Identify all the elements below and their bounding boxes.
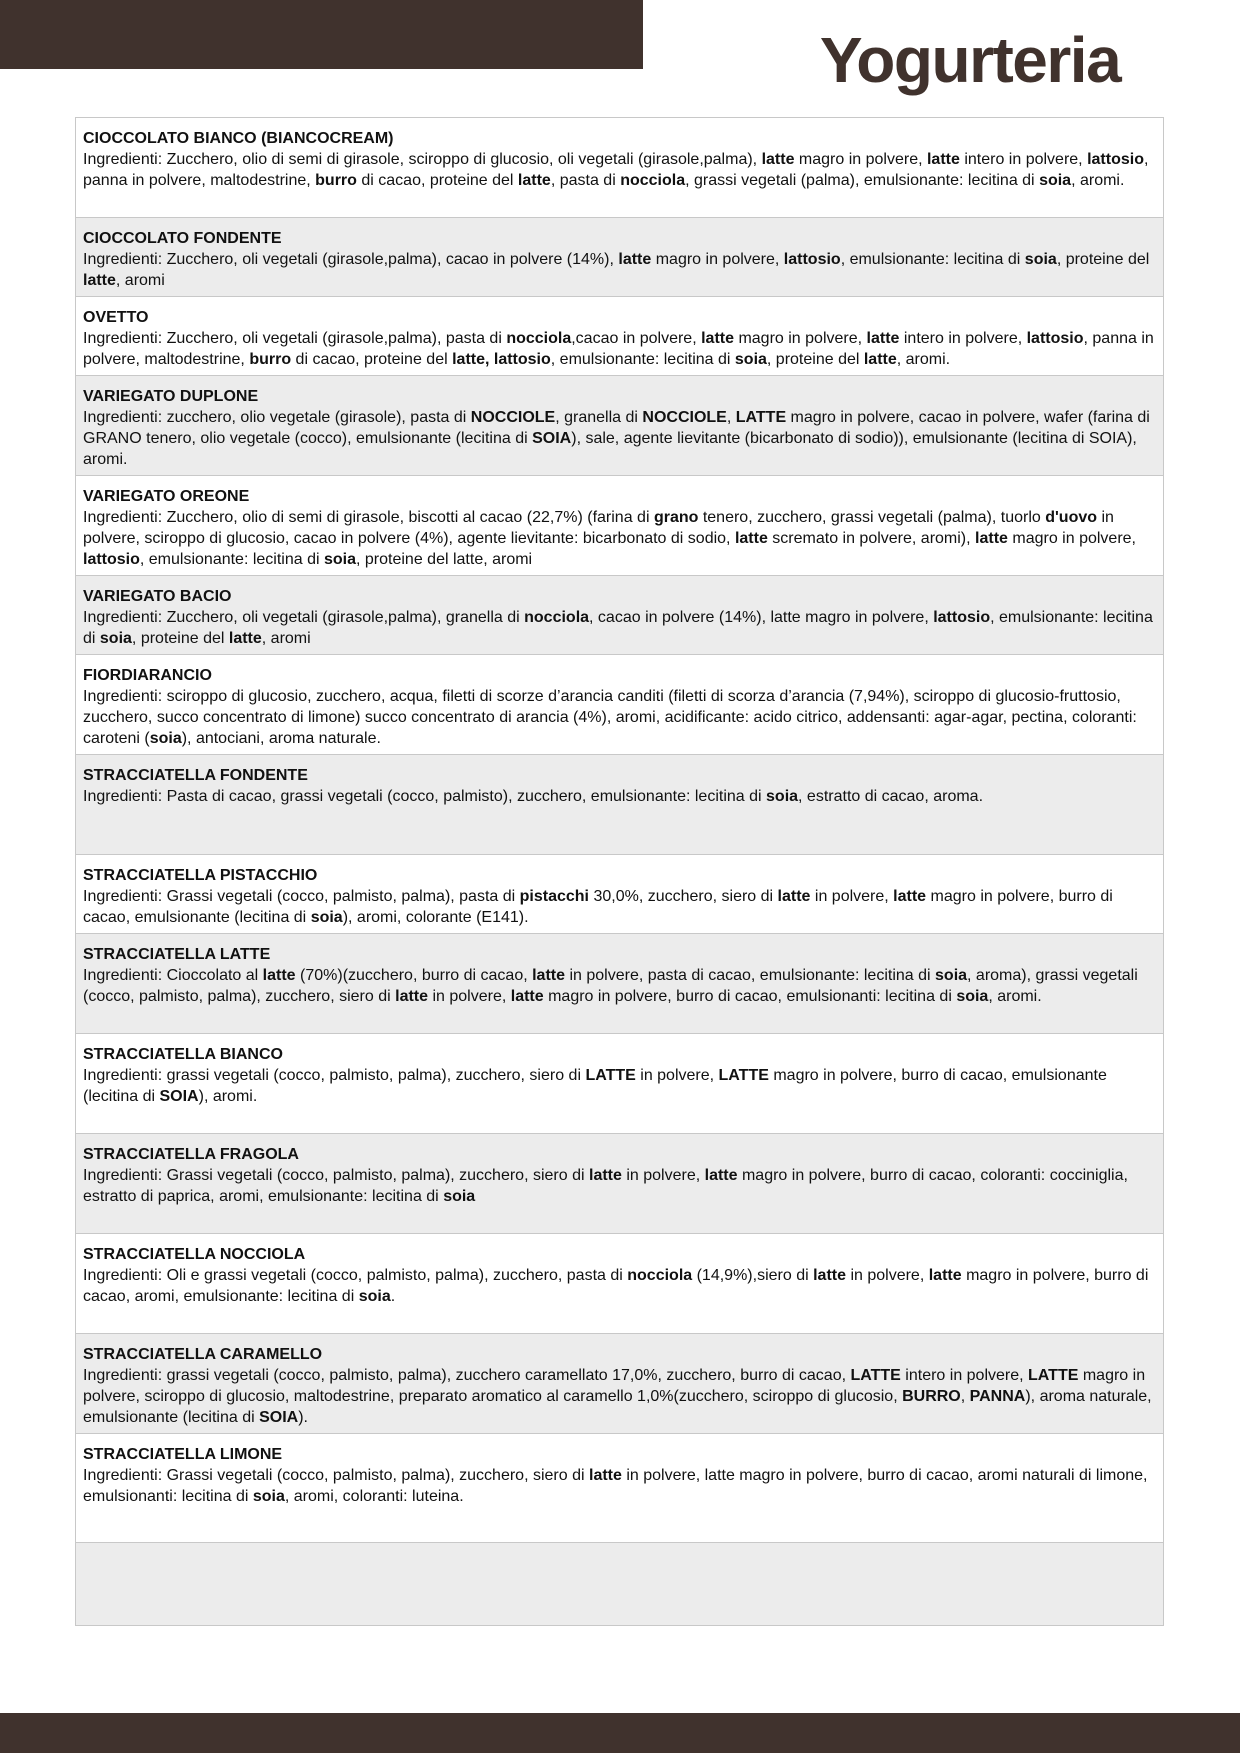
header-bar <box>0 0 643 69</box>
ingredients-table <box>75 117 1164 1626</box>
ingredients-prefix: Ingredienti: <box>83 330 167 347</box>
ingredients-prefix: Ingredienti: <box>83 1467 167 1484</box>
ingredient-segment: in polvere, <box>810 888 894 905</box>
ingredient-segment: , cacao in polvere (14%), latte magro in polvere, <box>589 609 934 626</box>
ingredients-prefix: Ingredienti: <box>83 1167 167 1184</box>
allergen: soia <box>935 967 968 984</box>
ingredient-segment: , pasta di <box>550 172 621 189</box>
allergen: latte <box>926 151 960 168</box>
allergen: latte, lattosio <box>452 351 551 368</box>
flavor-name: STRACCIATELLA NOCCIOLA <box>83 1246 306 1263</box>
ingredient-segment: , emulsionante: lecitina di <box>550 351 735 368</box>
flavor-name: STRACCIATELLA PISTACCHIO <box>83 867 318 884</box>
ingredient-segment: in polvere, <box>621 1167 705 1184</box>
ingredients-text <box>83 1365 1155 1428</box>
ingredient-segment: magro in polvere, <box>734 330 867 347</box>
ingredients-prefix: Ingredienti: <box>83 1267 167 1284</box>
ingredient-segment: , emulsionante: lecitina di <box>840 251 1025 268</box>
allergen: soia <box>734 351 767 368</box>
allergen: LATTE <box>585 1067 636 1084</box>
allergen: lattosio <box>83 551 140 568</box>
ingredients-prefix: Ingredienti: <box>83 688 167 705</box>
ingredient-row <box>76 476 1163 576</box>
allergen: SOIA <box>159 1088 199 1105</box>
ingredient-segment: Zucchero, olio di semi di girasole, biscotti al cacao (22,7%) (farina di <box>166 509 654 526</box>
flavor-name: STRACCIATELLA LIMONE <box>83 1446 283 1463</box>
allergen: SOIA <box>259 1409 299 1426</box>
flavor-name: VARIEGATO BACIO <box>83 588 232 605</box>
ingredient-segment: , aromi. <box>896 351 951 368</box>
flavor-name: STRACCIATELLA BIANCO <box>83 1046 283 1063</box>
flavor-name: STRACCIATELLA LATTE <box>83 946 271 963</box>
ingredients-text <box>83 1065 1155 1107</box>
ingredients-text <box>83 886 1155 928</box>
allergen: burro <box>249 351 292 368</box>
allergen: latte <box>761 151 795 168</box>
ingredient-segment: , <box>726 409 736 426</box>
allergen: latte <box>734 530 768 547</box>
ingredients-prefix: Ingredienti: <box>83 609 167 626</box>
allergen: SOIA <box>532 430 572 447</box>
allergen: lattosio <box>1026 330 1084 347</box>
ingredient-segment: tenero, zucchero, grassi vegetali (palma), tuorlo <box>698 509 1046 526</box>
ingredient-segment: magro in polvere, burro di cacao, coloranti: cocciniglia, estratto di paprica, aromi, emulsionante: lecitina di <box>83 1167 1128 1205</box>
ingredient-segment: , aromi <box>115 272 165 289</box>
ingredient-segment: di cacao, proteine del <box>356 172 518 189</box>
ingredient-segment: ). <box>298 1409 308 1426</box>
flavor-name: STRACCIATELLA CARAMELLO <box>83 1346 323 1363</box>
ingredient-segment: magro in polvere, <box>651 251 784 268</box>
allergen: soia <box>324 551 357 568</box>
ingredient-segment: intero in polvere, <box>959 151 1088 168</box>
ingredient-segment: , proteine del <box>1056 251 1150 268</box>
ingredient-row <box>76 1134 1163 1234</box>
allergen: nocciola <box>620 172 686 189</box>
allergen: d'uovo <box>1045 509 1098 526</box>
ingredients-prefix: Ingredienti: <box>83 151 167 168</box>
flavor-name: STRACCIATELLA FRAGOLA <box>83 1146 299 1163</box>
page-title: Yogurteria <box>819 24 1121 96</box>
ingredient-row <box>76 118 1163 218</box>
ingredient-segment: . <box>390 1288 396 1305</box>
allergen: soia <box>99 630 132 647</box>
ingredient-segment: 30,0%, zucchero, siero di <box>589 888 778 905</box>
allergen: pistacchi <box>519 888 589 905</box>
ingredient-segment: Grassi vegetali (cocco, palmisto, palma), zucchero, siero di <box>166 1467 589 1484</box>
ingredient-segment: in polvere, <box>428 988 511 1005</box>
allergen: soia <box>252 1488 285 1505</box>
ingredient-segment: in polvere, sciroppo di glucosio, cacao in polvere (4%), agente lievitante: bicarbonato di sodio, <box>83 509 1114 547</box>
allergen: LATTE <box>1028 1367 1079 1384</box>
allergen: burro <box>315 172 357 189</box>
ingredient-segment: in polvere, pasta di cacao, emulsionante: lecitina di <box>565 967 936 984</box>
allergen: nocciola <box>627 1267 693 1284</box>
ingredient-segment: , grassi vegetali (palma), emulsionante: lecitina di <box>685 172 1040 189</box>
ingredient-row <box>76 1434 1163 1543</box>
allergen: latte <box>893 888 927 905</box>
ingredients-text <box>83 249 1155 291</box>
ingredients-text <box>83 686 1155 749</box>
ingredient-segment: Zucchero, olio di semi di girasole, sciroppo di glucosio, oli vegetali (girasole,palma), <box>166 151 762 168</box>
allergen: soia <box>956 988 989 1005</box>
flavor-name: STRACCIATELLA FONDENTE <box>83 767 308 784</box>
allergen: nocciola <box>506 330 572 347</box>
ingredient-row <box>76 297 1163 376</box>
allergen: latte <box>510 988 544 1005</box>
ingredient-segment: , panna in polvere, maltodestrine, <box>83 151 1149 189</box>
ingredient-row <box>76 1334 1163 1434</box>
allergen: grano <box>653 509 699 526</box>
ingredient-segment: ), aromi. <box>198 1088 258 1105</box>
ingredient-segment: magro in polvere, cacao in polvere, wafer (farina di GRANO tenero, olio vegetale (cocco), emulsionante (lecitina di <box>83 409 1150 447</box>
ingredients-prefix: Ingredienti: <box>83 1067 167 1084</box>
ingredient-segment: , granella di <box>555 409 643 426</box>
flavor-name: CIOCCOLATO FONDENTE <box>83 230 282 247</box>
ingredient-segment: , emulsionante: lecitina di <box>139 551 324 568</box>
ingredient-segment: magro in polvere, burro di cacao, aromi, emulsionante: lecitina di <box>83 1267 1149 1305</box>
ingredient-row <box>76 1234 1163 1334</box>
ingredient-segment: magro in polvere, sciroppo di glucosio, maltodestrine, preparato aromatico al caramello 1,0%(zucchero, sciroppo di glucosio, <box>83 1367 1146 1405</box>
ingredient-segment: intero in polvere, <box>899 330 1027 347</box>
ingredient-segment: in polvere, latte magro in polvere, burro di cacao, aromi naturali di limone, emulsionanti: lecitina di <box>83 1467 1148 1505</box>
ingredient-row <box>76 376 1163 476</box>
ingredient-segment: Zucchero, oli vegetali (girasole,palma), pasta di <box>166 330 507 347</box>
ingredient-segment: , proteine del <box>766 351 864 368</box>
allergen: latte <box>262 967 296 984</box>
allergen: soia <box>1039 172 1072 189</box>
ingredient-segment: Grassi vegetali (cocco, palmisto, palma), pasta di <box>166 888 520 905</box>
allergen: latte <box>618 251 652 268</box>
empty-row <box>76 1543 1163 1625</box>
allergen: latte <box>589 1467 622 1484</box>
ingredient-segment: (70%)(zucchero, burro di cacao, <box>295 967 533 984</box>
ingredients-text <box>83 786 1155 807</box>
ingredient-segment: Cioccolato al <box>166 967 263 984</box>
allergen: latte <box>589 1167 622 1184</box>
ingredient-segment: Pasta di cacao, grassi vegetali (cocco, palmisto), zucchero, emulsionante: lecitina di <box>166 788 767 805</box>
ingredient-segment: , aromi. <box>1071 172 1125 189</box>
ingredient-segment: ), aromi, colorante (E141). <box>342 909 529 926</box>
allergen: PANNA <box>969 1388 1026 1405</box>
ingredient-row <box>76 755 1163 855</box>
ingredient-segment: , <box>960 1388 970 1405</box>
ingredients-prefix: Ingredienti: <box>83 409 167 426</box>
ingredient-segment: , aromi <box>261 630 311 647</box>
ingredient-segment: sciroppo di glucosio, zucchero, acqua, filetti di scorze d’arancia canditi (filetti di scorza d’arancia (7,94%), sciroppo di glucosio-fruttosio, zucchero, succo concentrato di limone) succo concentrato di arancia (4%), aromi, acidificante: acido citrico, addensanti: agar-agar, pectina, coloranti: caroteni ( <box>83 688 1137 747</box>
ingredients-prefix: Ingredienti: <box>83 788 167 805</box>
allergen: latte <box>701 330 734 347</box>
ingredients-text <box>83 507 1155 570</box>
ingredient-segment: magro in polvere, burro di cacao, emulsionante (lecitina di <box>83 1067 1107 1105</box>
ingredient-segment: , aroma), grassi vegetali (cocco, palmisto, palma), zucchero, siero di <box>83 967 1138 1005</box>
ingredients-prefix: Ingredienti: <box>83 1367 167 1384</box>
ingredients-prefix: Ingredienti: <box>83 967 167 984</box>
flavor-name: VARIEGATO OREONE <box>83 488 250 505</box>
allergen: latte <box>395 988 429 1005</box>
ingredients-text <box>83 1465 1155 1507</box>
ingredient-segment: , aromi, coloranti: luteina. <box>284 1488 464 1505</box>
ingredient-segment: , emulsionante: lecitina di <box>83 609 1153 647</box>
ingredient-segment: ), aroma naturale, emulsionante (lecitina di <box>83 1388 1152 1426</box>
flavor-name: CIOCCOLATO BIANCO (BIANCOCREAM) <box>83 130 394 147</box>
ingredients-prefix: Ingredienti: <box>83 888 167 905</box>
allergen: latte <box>532 967 566 984</box>
allergen: latte <box>83 272 116 289</box>
allergen: latte <box>863 351 897 368</box>
allergen: soia <box>766 788 799 805</box>
ingredient-segment: in polvere, <box>635 1067 719 1084</box>
ingredient-row <box>76 934 1163 1034</box>
allergen: latte <box>517 172 551 189</box>
flavor-name: VARIEGATO DUPLONE <box>83 388 259 405</box>
flavor-name: OVETTO <box>83 309 149 326</box>
ingredient-segment: scremato in polvere, aromi), <box>767 530 976 547</box>
ingredient-segment: di cacao, proteine del <box>291 351 453 368</box>
flavor-name: FIORDIARANCIO <box>83 667 212 684</box>
ingredient-segment: , aromi. <box>988 988 1042 1005</box>
ingredient-segment: , proteine del <box>131 630 229 647</box>
allergen: lattosio <box>1087 151 1144 168</box>
ingredient-segment: magro in polvere, <box>1007 530 1136 547</box>
allergen: LATTE <box>735 409 787 426</box>
ingredient-segment: , panna in polvere, maltodestrine, <box>83 330 1154 368</box>
ingredient-row <box>76 576 1163 655</box>
ingredient-segment: grassi vegetali (cocco, palmisto, palma), zucchero, siero di <box>166 1067 586 1084</box>
ingredient-row <box>76 1034 1163 1134</box>
ingredient-segment: magro in polvere, burro di cacao, emulsionante (lecitina di <box>83 888 1113 926</box>
ingredient-segment: magro in polvere, <box>794 151 927 168</box>
ingredient-segment: zucchero, olio vegetale (girasole), pasta di <box>166 409 471 426</box>
allergen: latte <box>228 630 262 647</box>
ingredient-segment: intero in polvere, <box>900 1367 1029 1384</box>
ingredient-segment: Oli e grassi vegetali (cocco, palmisto, palma), zucchero, pasta di <box>166 1267 628 1284</box>
allergen: lattosio <box>783 251 841 268</box>
allergen: lattosio <box>933 609 991 626</box>
ingredient-segment: ), sale, agente lievitante (bicarbonato di sodio)), emulsionante (lecitina di SOIA), aromi. <box>83 430 1137 468</box>
allergen: latte <box>975 530 1008 547</box>
allergen: latte <box>813 1267 846 1284</box>
ingredients-text <box>83 1165 1155 1207</box>
ingredient-row <box>76 855 1163 934</box>
ingredient-segment: Zucchero, oli vegetali (girasole,palma), cacao in polvere (14%), <box>166 251 619 268</box>
ingredient-segment: , estratto di cacao, aroma. <box>798 788 984 805</box>
footer-bar <box>0 1713 1240 1753</box>
allergen: NOCCIOLE <box>470 409 556 426</box>
allergen: LATTE <box>718 1067 769 1084</box>
ingredients-text <box>83 607 1155 649</box>
allergen: nocciola <box>524 609 590 626</box>
ingredients-text <box>83 328 1155 370</box>
ingredient-segment: ,cacao in polvere, <box>571 330 702 347</box>
ingredient-segment: grassi vegetali (cocco, palmisto, palma), zucchero caramellato 17,0%, zucchero, burro di cacao, <box>166 1367 851 1384</box>
ingredient-row <box>76 218 1163 297</box>
allergen: NOCCIOLE <box>642 409 727 426</box>
ingredient-segment: Zucchero, oli vegetali (girasole,palma), granella di <box>166 609 525 626</box>
allergen: soia <box>310 909 343 926</box>
ingredients-prefix: Ingredienti: <box>83 509 167 526</box>
allergen: latte <box>777 888 811 905</box>
ingredient-segment: in polvere, <box>846 1267 929 1284</box>
ingredients-text <box>83 149 1155 191</box>
ingredients-text <box>83 965 1155 1007</box>
allergen: soia <box>1024 251 1057 268</box>
ingredient-segment: , proteine del latte, aromi <box>356 551 533 568</box>
allergen: LATTE <box>850 1367 901 1384</box>
ingredient-segment: magro in polvere, burro di cacao, emulsionanti: lecitina di <box>543 988 957 1005</box>
ingredients-text <box>83 1265 1155 1307</box>
allergen: BURRO <box>902 1388 961 1405</box>
allergen: latte <box>704 1167 738 1184</box>
allergen: soia <box>149 730 182 747</box>
ingredient-segment: Grassi vegetali (cocco, palmisto, palma), zucchero, siero di <box>166 1167 589 1184</box>
ingredients-text <box>83 407 1155 470</box>
ingredient-segment: (14,9%),siero di <box>692 1267 814 1284</box>
allergen: soia <box>358 1288 391 1305</box>
allergen: latte <box>866 330 900 347</box>
allergen: latte <box>928 1267 962 1284</box>
ingredient-row <box>76 655 1163 755</box>
ingredients-prefix: Ingredienti: <box>83 251 167 268</box>
ingredient-segment: ), antociani, aroma naturale. <box>181 730 381 747</box>
allergen: soia <box>443 1188 476 1205</box>
